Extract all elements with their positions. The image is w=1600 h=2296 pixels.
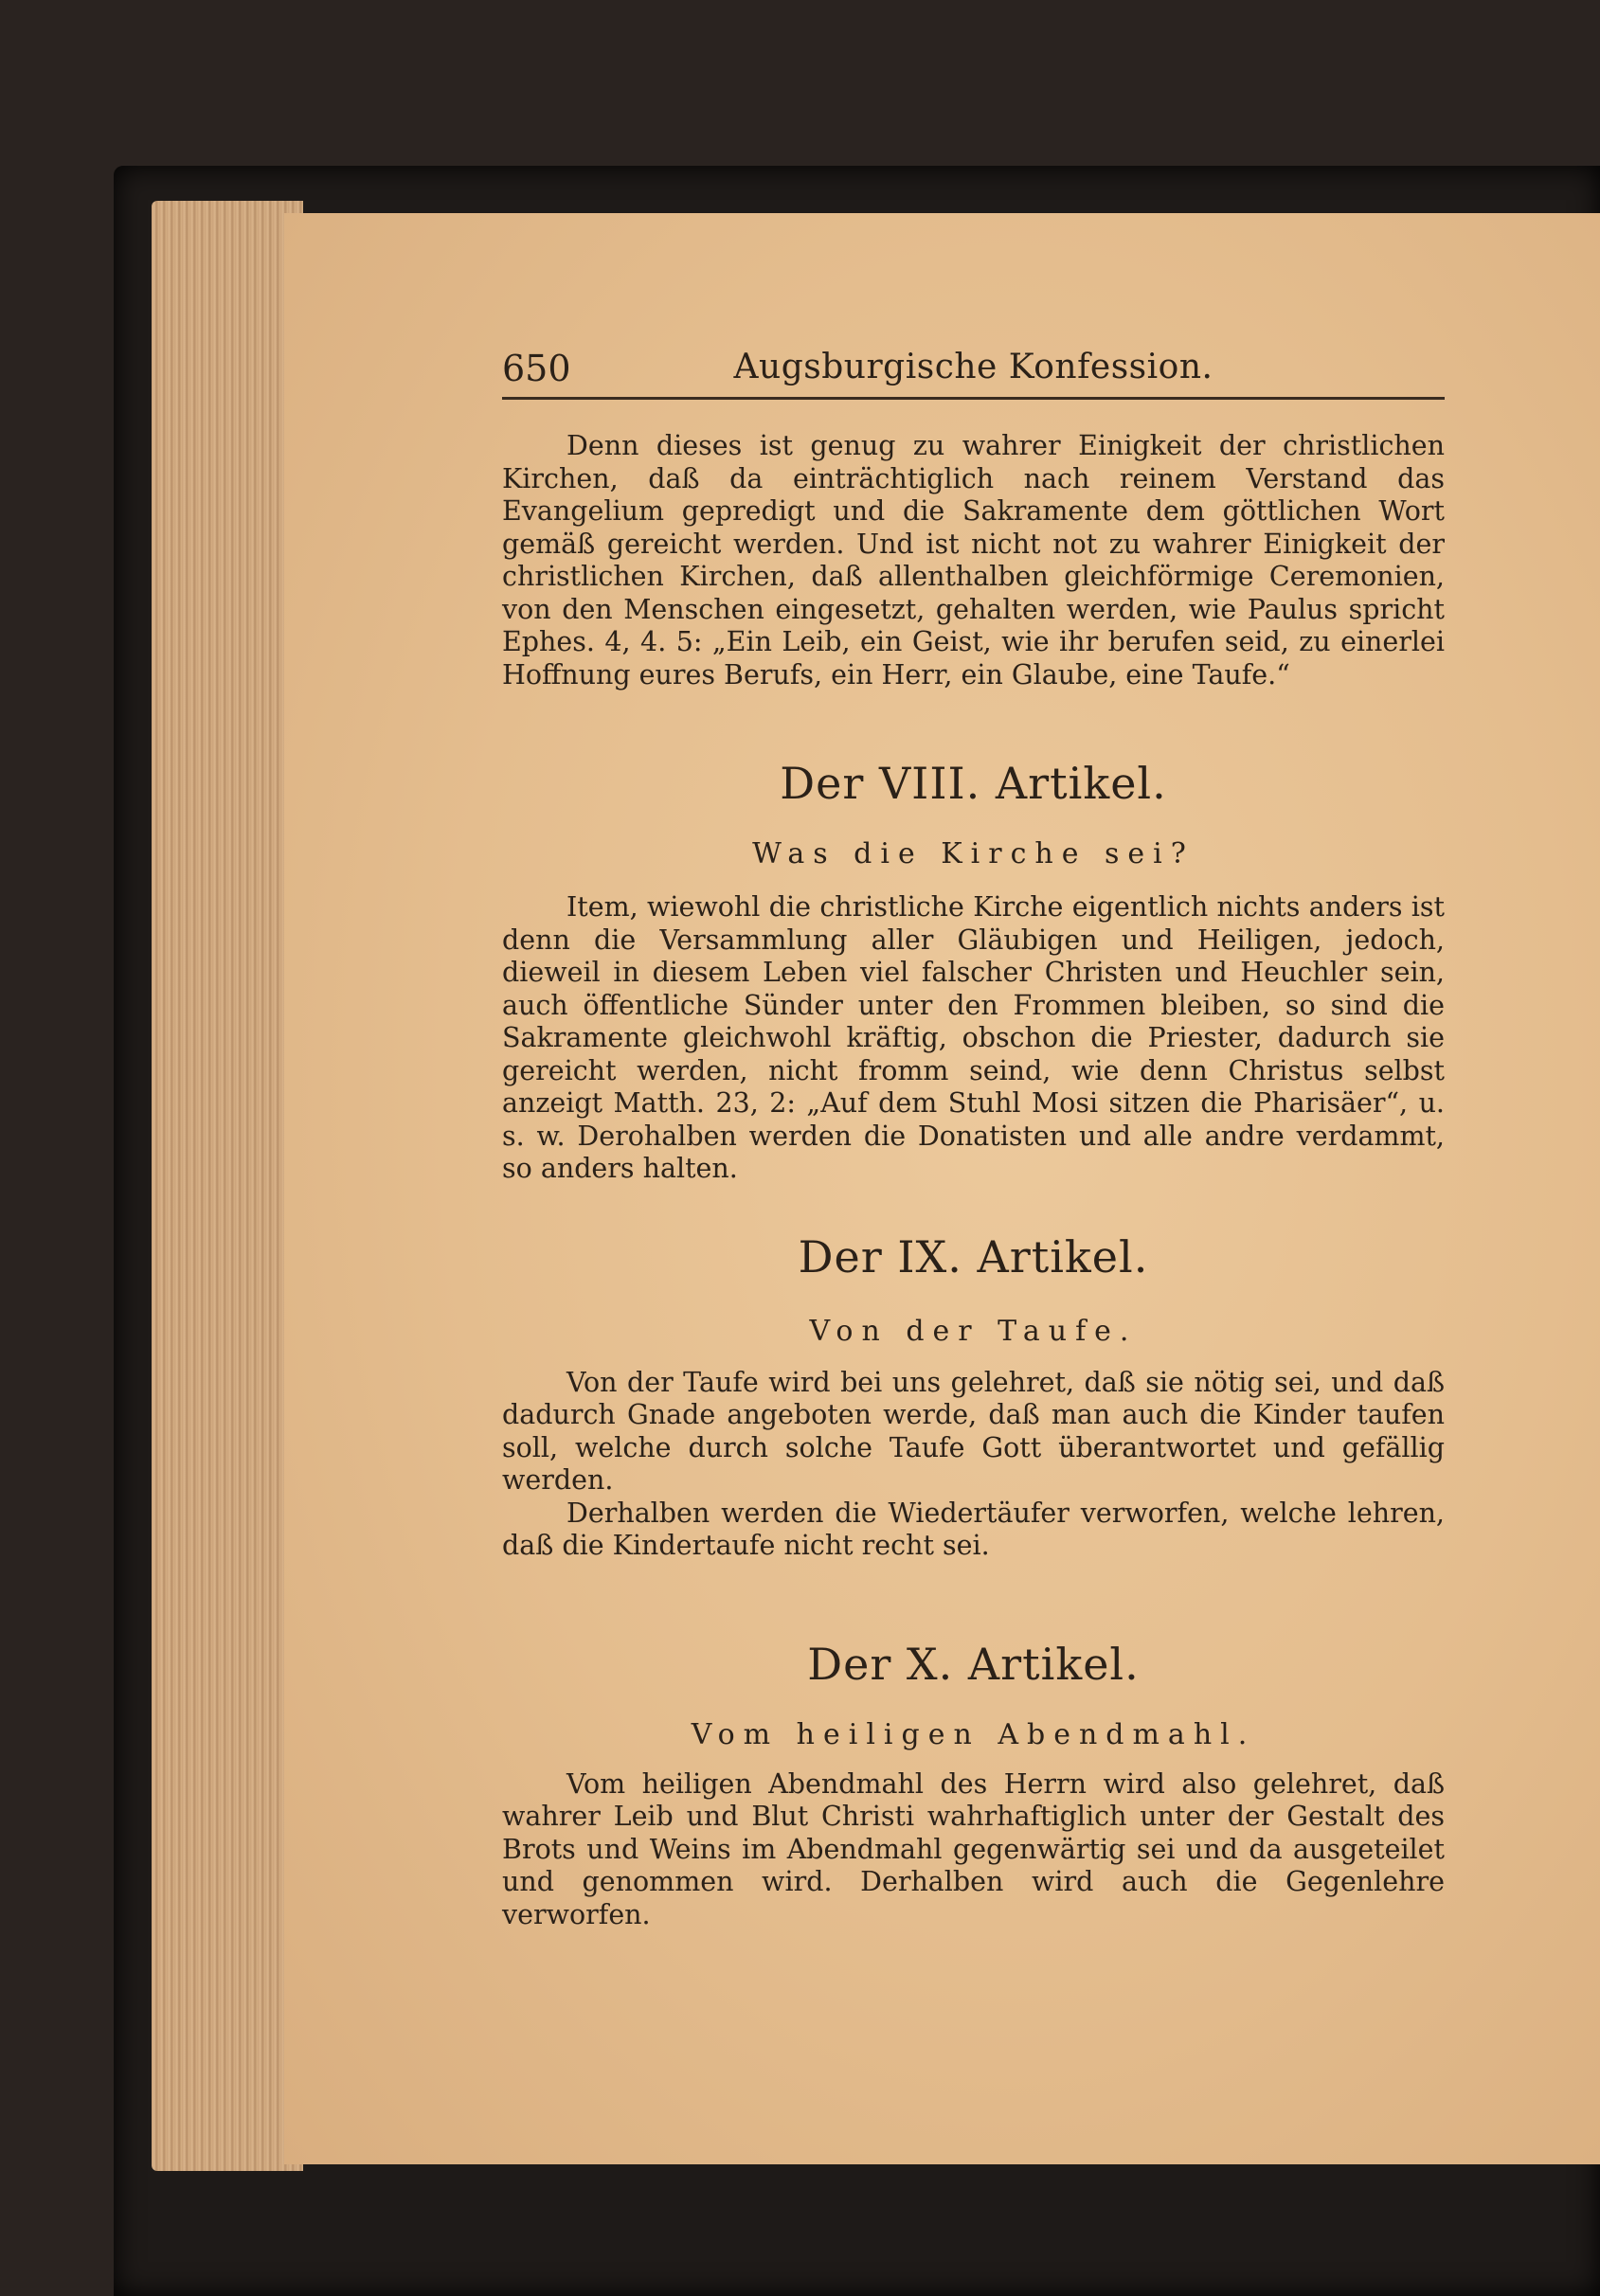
- article-x-subtitle: Vom heiligen Abendmahl.: [691, 1717, 1256, 1751]
- page-number: 650: [502, 348, 571, 389]
- running-title: Augsburgische Konfession.: [733, 348, 1213, 386]
- article-viii-subtitle: Was die Kirche sei?: [752, 837, 1195, 870]
- article-ix-paragraph-1: Von der Taufe wird bei uns gelehret, daß sie nötig sei, und daß dadurch Gnade angeboten werde, daß man auch die Kinder taufen soll, welche durch solche Taufe Gott überantwortet und gefällig werden.: [502, 1366, 1445, 1496]
- article-ix-heading: Der IX. Artikel.: [798, 1230, 1149, 1283]
- page-edges: [152, 201, 303, 2171]
- article-ix-subtitle: Von der Taufe.: [809, 1314, 1138, 1348]
- article-x-heading: Der X. Artikel.: [807, 1638, 1140, 1690]
- running-head: [502, 336, 1445, 400]
- page-content: [502, 336, 1445, 1931]
- intro-paragraph: Denn dieses ist genug zu wahrer Einigkeit der christlichen Kirchen, daß da einträchtiglich nach reinem Verstand das Evangelium gepredigt und die Sakramente dem göttlichen Wort gemäß gereicht werden. Und ist nicht not zu wahrer Einigkeit der christlichen Kirchen, daß allenthalben gleichförmige Ceremonien, von den Menschen eingesetzt, gehalten werden, wie Paulus spricht Ephes. 4, 4. 5: „Ein Leib, ein Geist, wie ihr berufen seid, zu einerlei Hoffnung eures Berufs, ein Herr, ein Glaube, eine Taufe.“: [502, 430, 1445, 691]
- article-x-paragraph: Vom heiligen Abendmahl des Herrn wird also gelehret, daß wahrer Leib und Blut Christi wahrhaftiglich unter der Gestalt des Brots und Weins im Abendmahl gegenwärtig sei und da ausgeteilet und genommen wird. Derhalben wird auch die Gegenlehre verworfen.: [502, 1767, 1445, 1930]
- article-viii-paragraph: Item, wiewohl die christliche Kirche eigentlich nichts anders ist denn die Versammlung aller Gläubigen und Heiligen, jedoch, dieweil in diesem Leben viel falscher Christen und Heuchler sein, auch öffentliche Sünder unter den Frommen bleiben, so sind die Sakramente gleichwohl kräftig, obschon die Priester, dadurch sie gereicht werden, nicht fromm seind, wie denn Christus selbst anzeigt Matth. 23, 2: „Auf dem Stuhl Mosi sitzen die Pharisäer“, u. s. w. Derohalben werden die Donatisten und alle andre verdammt, so anders halten.: [502, 891, 1445, 1184]
- article-viii-heading: Der VIII. Artikel.: [780, 758, 1167, 809]
- article-ix-paragraph-2: Derhalben werden die Wiedertäufer verworfen, welche lehren, daß die Kindertaufe nicht recht sei.: [502, 1497, 1445, 1561]
- book-page: [284, 213, 1600, 2164]
